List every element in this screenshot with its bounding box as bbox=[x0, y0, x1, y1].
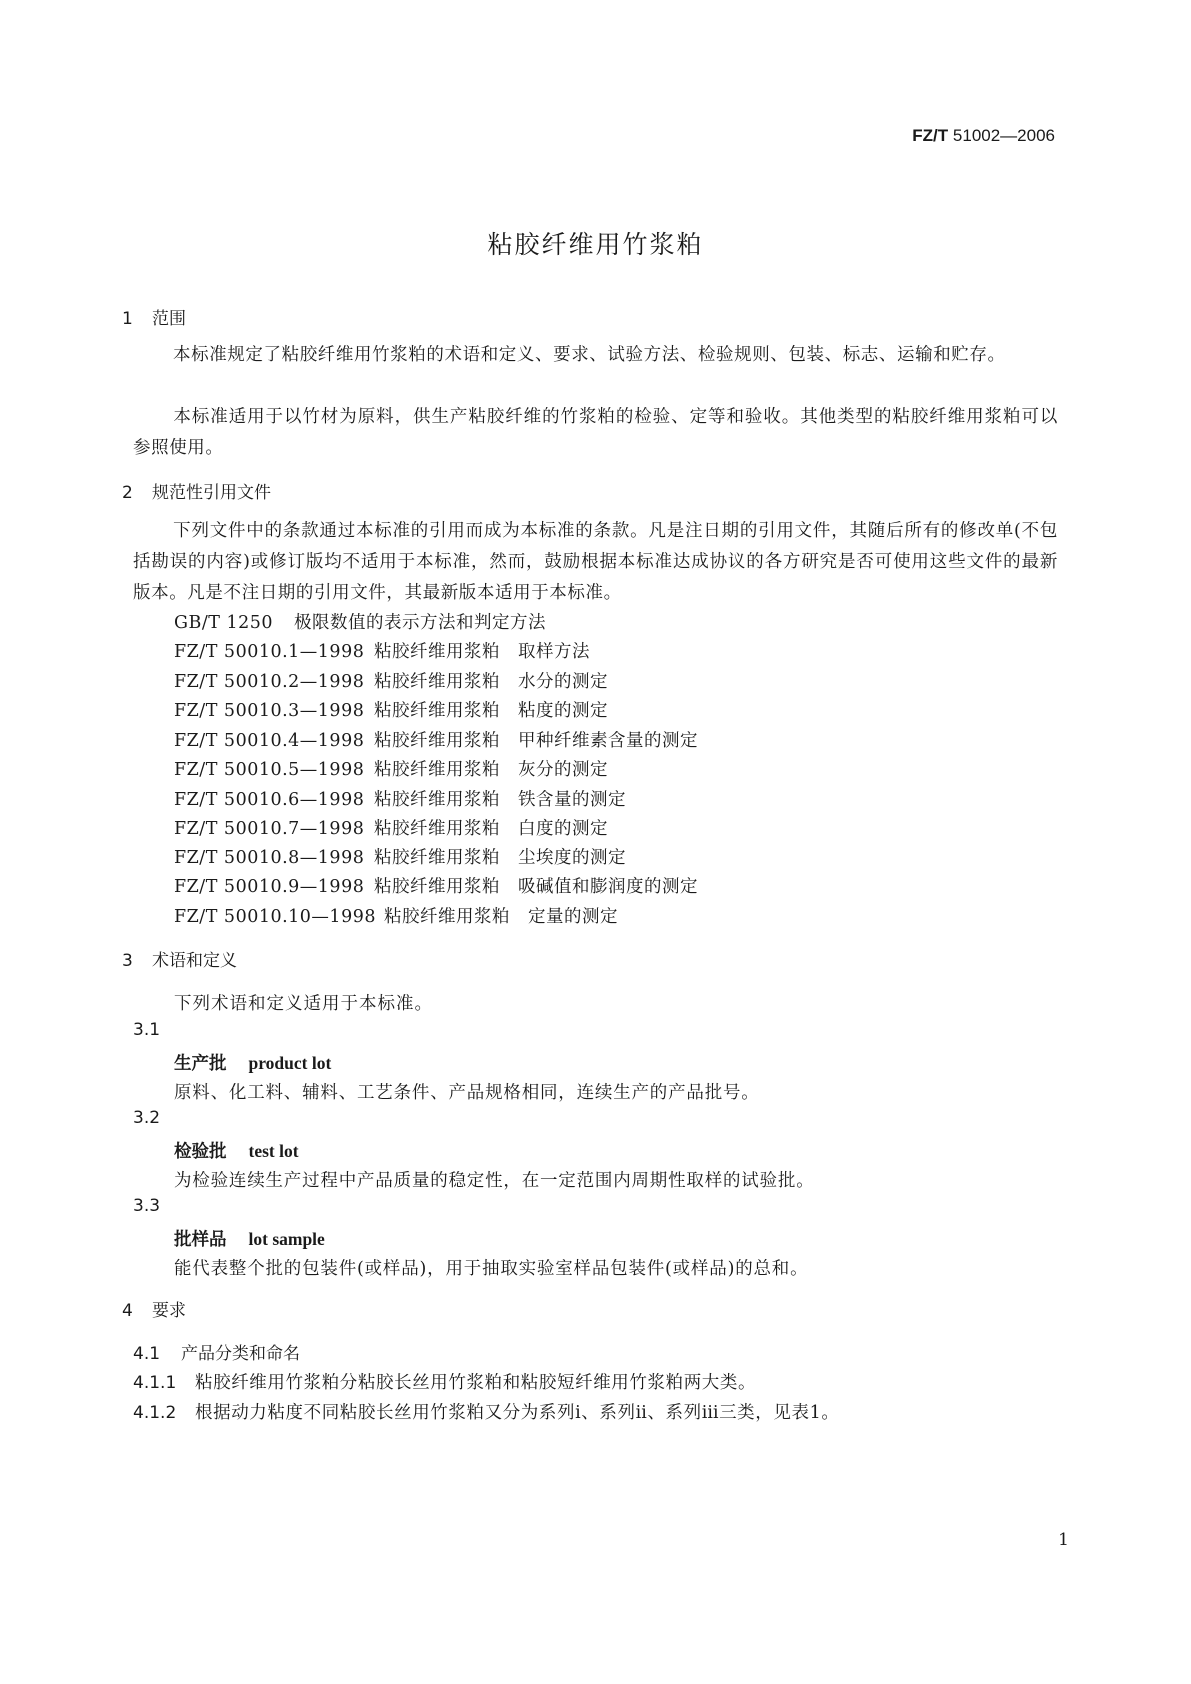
section-3-title: 术语和定义 bbox=[152, 951, 237, 971]
term-heading: 生产批 product lot bbox=[174, 1053, 332, 1074]
section-2-number: 2 bbox=[122, 483, 133, 503]
section-1-number: 1 bbox=[122, 309, 133, 329]
term-number: 3.1 bbox=[133, 1020, 161, 1040]
term-definition: 原料、化工料、辅料、工艺条件、产品规格相同，连续生产的产品批号。 bbox=[174, 1083, 760, 1103]
page-number: 1 bbox=[1058, 1530, 1069, 1550]
section-4-title: 要求 bbox=[152, 1301, 186, 1321]
term-definition: 为检验连续生产过程中产品质量的稳定性，在一定范围内周期性取样的试验批。 bbox=[174, 1171, 815, 1191]
term-number: 3.3 bbox=[133, 1196, 161, 1216]
reference-item: FZ/T 50010.5—1998 粘胶纤维用浆粕 灰分的测定 bbox=[174, 760, 608, 780]
section-1-heading bbox=[122, 304, 186, 329]
reference-item: FZ/T 50010.8—1998 粘胶纤维用浆粕 尘埃度的测定 bbox=[174, 848, 626, 868]
reference-item: FZ/T 50010.10—1998 粘胶纤维用浆粕 定量的测定 bbox=[174, 907, 618, 927]
reference-item: GB/T 1250 极限数值的表示方法和判定方法 bbox=[174, 613, 546, 633]
clause-4-1-2: 4.1.2 根据动力粘度不同粘胶长丝用竹浆粕又分为系列ⅰ、系列ⅱ、系列ⅲ三类，见表1。 bbox=[133, 1403, 840, 1423]
section-3-paragraph-1: 下列术语和定义适用于本标准。 bbox=[174, 994, 433, 1014]
section-4-number: 4 bbox=[122, 1301, 133, 1321]
term-heading: 批样品 lot sample bbox=[174, 1229, 325, 1250]
standard-code-prefix: FZ/T bbox=[912, 126, 949, 145]
section-1-title: 范围 bbox=[152, 309, 186, 329]
reference-item: FZ/T 50010.1—1998 粘胶纤维用浆粕 取样方法 bbox=[174, 642, 590, 662]
reference-item: FZ/T 50010.2—1998 粘胶纤维用浆粕 水分的测定 bbox=[174, 672, 608, 692]
term-number: 3.2 bbox=[133, 1108, 161, 1128]
reference-item: FZ/T 50010.7—1998 粘胶纤维用浆粕 白度的测定 bbox=[174, 819, 608, 839]
section-2-paragraph-1: 下列文件中的条款通过本标准的引用而成为本标准的条款。凡是注日期的引用文件，其随后所有的修改单(不包括勘误的内容)或修订版均不适用于本标准，然而，鼓励根据本标准达成协议的各方研究是否可使用这些文件的最新版本。凡是不注日期的引用文件，其最新版本适用于本标准。 bbox=[133, 521, 1058, 603]
term-heading: 检验批 test lot bbox=[174, 1141, 299, 1162]
section-3-heading bbox=[122, 946, 237, 971]
clause-4-1-1: 4.1.1 粘胶纤维用竹浆粕分粘胶长丝用竹浆粕和粘胶短纤维用竹浆粕两大类。 bbox=[133, 1373, 757, 1393]
section-2-title: 规范性引用文件 bbox=[152, 483, 271, 503]
reference-item: FZ/T 50010.4—1998 粘胶纤维用浆粕 甲种纤维素含量的测定 bbox=[174, 731, 698, 751]
reference-item: FZ/T 50010.6—1998 粘胶纤维用浆粕 铁含量的测定 bbox=[174, 790, 626, 810]
standard-code-number: 51002—2006 bbox=[952, 126, 1055, 145]
section-1-paragraph-1: 本标准规定了粘胶纤维用竹浆粕的术语和定义、要求、试验方法、检验规则、包装、标志、运输和贮存。 bbox=[173, 345, 1006, 365]
reference-item: FZ/T 50010.9—1998 粘胶纤维用浆粕 吸碱值和膨润度的测定 bbox=[174, 877, 698, 897]
term-definition: 能代表整个批的包装件(或样品)，用于抽取实验室样品包装件(或样品)的总和。 bbox=[174, 1259, 809, 1279]
section-1-paragraph-2: 本标准适用于以竹材为原料，供生产粘胶纤维的竹浆粕的检验、定等和验收。其他类型的粘胶纤维用浆粕可以参照使用。 bbox=[133, 407, 1058, 458]
document-title: 粘胶纤维用竹浆粕 bbox=[487, 230, 704, 259]
section-3-number: 3 bbox=[122, 951, 133, 971]
section-4-heading bbox=[122, 1296, 186, 1321]
section-2-heading bbox=[122, 478, 271, 503]
standard-code bbox=[912, 126, 1055, 146]
clause-4-1-heading: 4.1 产品分类和命名 bbox=[133, 1344, 300, 1364]
reference-item: FZ/T 50010.3—1998 粘胶纤维用浆粕 粘度的测定 bbox=[174, 701, 608, 721]
